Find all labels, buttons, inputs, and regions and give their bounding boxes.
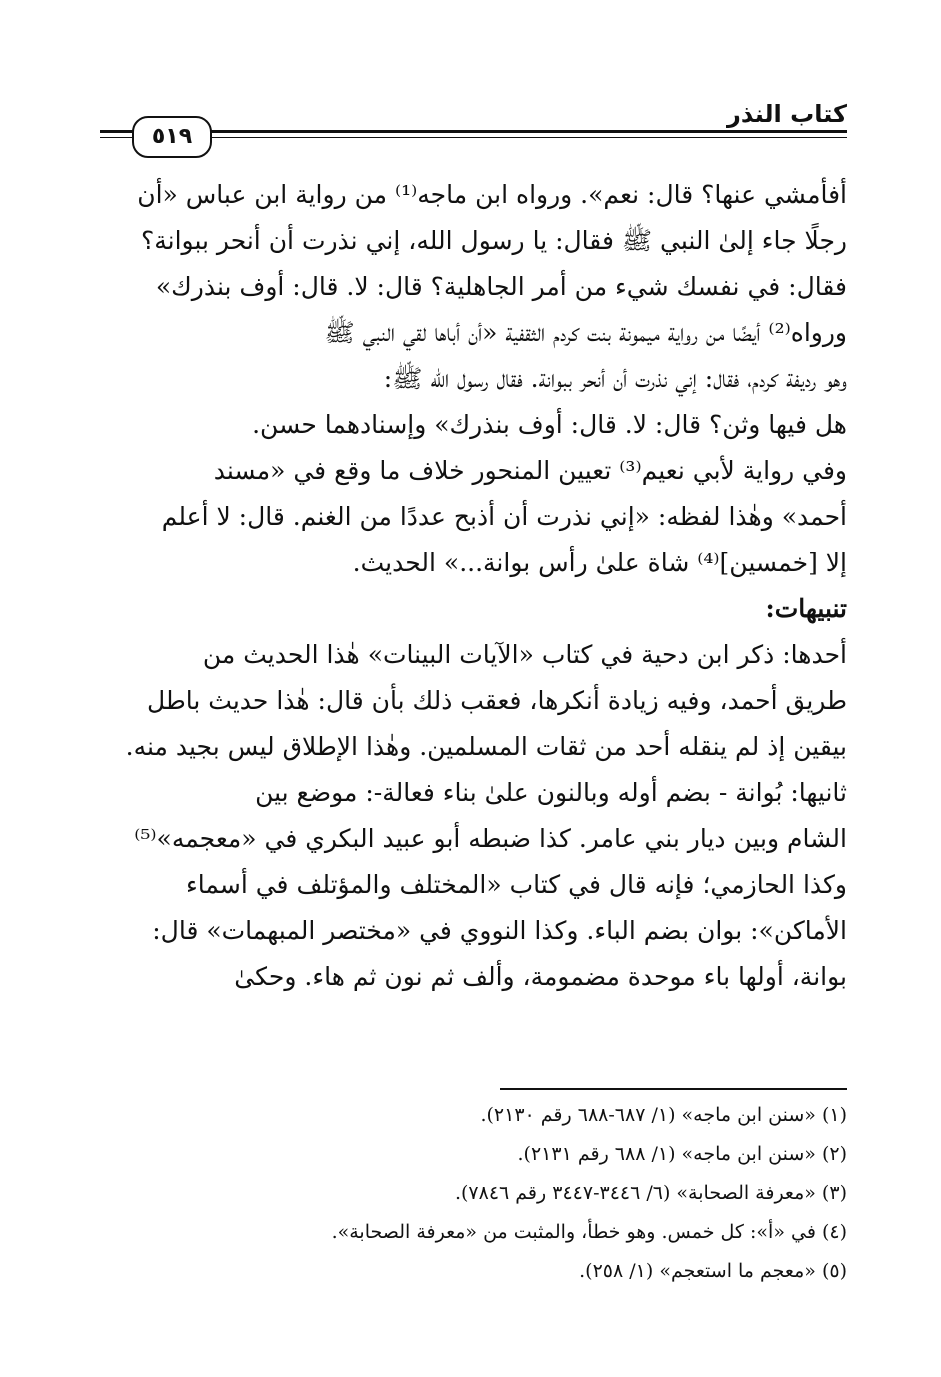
text-line: بوانة، أولها باء موحدة مضمومة، وألف ثم نون ثم هاء. وحكىٰ — [234, 962, 847, 991]
text-line: وهو رديفة كردم، فقال: إني نذرت أن أنحر ببوانة. فقال رسول الله ﷺ: — [383, 364, 847, 393]
text-line: أحمد» وهٰذا لفظه: «إني نذرت أن أذبح عددًا من الغنم. قال: لا أعلم — [161, 502, 847, 531]
text-line: إلا [خمسين]⁽⁴⁾ شاة علىٰ رأس بوانة...» الحديث. — [352, 548, 847, 577]
text-line: بيقين إذ لم ينقله أحد من ثقات المسلمين. وهٰذا الإطلاق ليس بجيد منه. — [125, 732, 847, 761]
footnote: (٤) في «أ»: كل خمس. وهو خطأ، والمثبت من «معرفة الصحابة». — [331, 1221, 847, 1243]
section-heading: تنبيهات: — [765, 594, 847, 623]
footnote: (٣) «معرفة الصحابة» (٦/ ٣٤٤٦-٣٤٤٧ رقم ٧٨٤٦). — [454, 1182, 847, 1204]
text-line: ورواه⁽²⁾ أيضًا من رواية ميمونة بنت كردم الثقفية «أن أباها لقي النبي ﷺ — [324, 318, 847, 347]
footnotes — [100, 1100, 847, 1295]
text-line: طريق أحمد، وفيه زيادة أنكرها، فعقب ذلك بأن قال: هٰذا حديث باطل — [146, 686, 847, 715]
text-line: فقال: في نفسك شيء من أمر الجاهلية؟ قال: لا. قال: أوف بنذرك» — [155, 272, 847, 301]
text-line: وكذا الحازمي؛ فإنه قال في كتاب «المختلف والمؤتلف في أسماء — [186, 870, 847, 899]
page-header — [100, 100, 847, 160]
page-number: ٥١٩ — [132, 116, 212, 158]
footnote: (١) «سنن ابن ماجه» (١/ ٦٨٧-٦٨٨ رقم ٢١٣٠). — [480, 1104, 847, 1126]
header-rule — [100, 130, 847, 133]
text-line: وفي رواية لأبي نعيم⁽³⁾ تعيين المنحور خلاف ما وقع في «مسند — [213, 456, 847, 485]
text-line: ثانيها: بُوانة - بضم أوله وبالنون علىٰ بناء فعالة-: موضع بين — [255, 778, 847, 807]
chapter-title: كتاب النذر — [727, 100, 847, 128]
text-line: الأماكن»: بوان بضم الباء. وكذا النووي في «مختصر المبهمات» قال: — [152, 916, 847, 945]
text-line: رجلًا جاء إلىٰ النبي ﷺ فقال: يا رسول الله، إني نذرت أن أنحر ببوانة؟ — [140, 226, 847, 255]
main-text — [100, 176, 847, 1004]
header-rule-thin — [100, 137, 847, 138]
text-line: أحدها: ذكر ابن دحية في كتاب «الآيات البينات» هٰذا الحديث من — [202, 640, 847, 669]
footnote: (٥) «معجم ما استعجم» (١/ ٢٥٨). — [579, 1260, 847, 1282]
text-line: أفأمشي عنها؟ قال: نعم». ورواه ابن ماجه⁽¹⁾ من رواية ابن عباس «أن — [137, 180, 847, 209]
footnote-separator — [500, 1088, 847, 1090]
text-line: هل فيها وثن؟ قال: لا. قال: أوف بنذرك» وإسنادهما حسن. — [252, 410, 847, 439]
footnote: (٢) «سنن ابن ماجه» (١/ ٦٨٨ رقم ٢١٣١). — [517, 1143, 847, 1165]
text-line: الشام وبين ديار بني عامر. كذا ضبطه أبو عبيد البكري في «معجمه»⁽⁵⁾ — [134, 824, 847, 853]
